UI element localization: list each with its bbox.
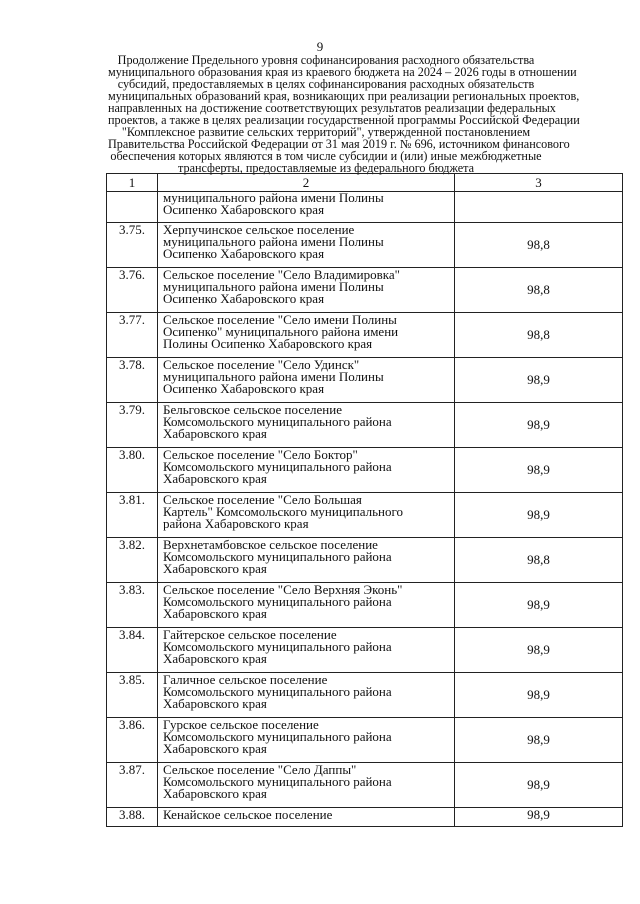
settlement-name-line: Комсомольского муниципального района: [163, 639, 392, 654]
table-row: [107, 673, 623, 718]
table-row: [107, 583, 623, 628]
row-number: 3.75.: [107, 223, 158, 268]
settlement-name: [158, 448, 455, 493]
row-number: 3.83.: [107, 583, 158, 628]
settlement-name: [158, 673, 455, 718]
heading-line: трансферты, предоставляемые из федерального бюджета: [178, 161, 474, 175]
row-number: 3.79.: [107, 403, 158, 448]
settlement-name-line: Сельское поселение "Село имени Полины: [163, 312, 397, 327]
row-number: 3.76.: [107, 268, 158, 313]
table-row: [107, 808, 623, 827]
settlement-name-line: района Хабаровского края: [163, 516, 309, 531]
cofinancing-level: 98,9: [455, 493, 623, 538]
settlement-name-line: Комсомольского муниципального района: [163, 549, 392, 564]
heading-line: Продолжение Предельного уровня софинансирования расходного обязательства: [117, 53, 535, 67]
settlement-name-line: Херпучинское сельское поселение: [163, 222, 355, 237]
cofinancing-level: [455, 192, 623, 223]
table-row: [107, 718, 623, 763]
table-row: [107, 493, 623, 538]
table-row: [107, 628, 623, 673]
row-number: 3.85.: [107, 673, 158, 718]
settlement-name-line: Сельское поселение "Село Удинск": [163, 357, 360, 372]
table-row: [107, 313, 623, 358]
settlement-name-line: Осипенко Хабаровского края: [163, 291, 325, 306]
heading-line: субсидий, предоставляемых в целях софинансирования расходных обязательств: [117, 77, 535, 91]
settlement-name-line: Хабаровского края: [163, 696, 267, 711]
settlement-name: [158, 358, 455, 403]
cofinancing-level: 98,9: [455, 628, 623, 673]
settlement-name-line: Сельское поселение "Село Даппы": [163, 762, 357, 777]
table-row: [107, 268, 623, 313]
settlement-name: [158, 493, 455, 538]
settlement-name-line: Сельское поселение "Село Верхняя Эконь": [163, 582, 403, 597]
cofinancing-level: 98,9: [455, 763, 623, 808]
table-header-row: [107, 174, 623, 192]
row-number: 3.78.: [107, 358, 158, 403]
row-number: 3.80.: [107, 448, 158, 493]
settlement-name: [158, 718, 455, 763]
settlement-name: [158, 583, 455, 628]
row-number: 3.88.: [107, 808, 158, 827]
settlement-name: [158, 808, 455, 827]
cofinancing-level: 98,9: [455, 808, 623, 827]
settlement-name: [158, 268, 455, 313]
settlement-name-line: Верхнетамбовское сельское поселение: [163, 537, 378, 552]
settlement-name: [158, 763, 455, 808]
limit-table: [106, 173, 623, 827]
settlement-name-line: Картель" Комсомольского муниципального: [163, 504, 403, 519]
row-number: [107, 192, 158, 223]
settlement-name: [158, 223, 455, 268]
settlement-name-line: Гурское сельское поселение: [163, 717, 319, 732]
settlement-name: [158, 313, 455, 358]
table-row: [107, 448, 623, 493]
heading-line: направленных на достижение соответствующих результатов реализации федеральных: [108, 101, 556, 115]
settlement-name-line: Бельговское сельское поселение: [163, 402, 342, 417]
settlement-name-line: Гайтерское сельское поселение: [163, 627, 337, 642]
heading-line: муниципального образования края из краевого бюджета на 2024 – 2026 годы в отношении: [108, 65, 577, 79]
settlement-name-line: Комсомольского муниципального района: [163, 774, 392, 789]
row-number: 3.81.: [107, 493, 158, 538]
cofinancing-level: 98,8: [455, 223, 623, 268]
table-row: [107, 223, 623, 268]
settlement-name-line: муниципального района имени Полины: [163, 234, 384, 249]
settlement-name-line: Хабаровского края: [163, 786, 267, 801]
heading-line: "Комплексное развитие сельских территорий", утвержденной постановлением: [121, 125, 531, 139]
heading-line: проектов, а также в целях реализации государственной программы Российской Федерации: [108, 113, 580, 127]
settlement-name-line: Комсомольского муниципального района: [163, 729, 392, 744]
cofinancing-level: 98,8: [455, 313, 623, 358]
settlement-name-line: Сельское поселение "Село Боктор": [163, 447, 358, 462]
settlement-name-line: муниципального района имени Полины: [163, 279, 384, 294]
heading-line: муниципальных образований края, возникающих при реализации региональных проектов,: [108, 89, 580, 103]
cofinancing-level: 98,9: [455, 448, 623, 493]
row-number: 3.87.: [107, 763, 158, 808]
settlement-name-line: Осипенко Хабаровского края: [163, 381, 325, 396]
heading-line: обеспечения которых являются в том числе субсидии и (или) иные межбюджетные: [110, 149, 542, 163]
row-number: 3.84.: [107, 628, 158, 673]
cofinancing-level: 98,9: [455, 583, 623, 628]
settlement-name-line: Комсомольского муниципального района: [163, 594, 392, 609]
settlement-name: [158, 538, 455, 583]
settlement-name-line: Хабаровского края: [163, 471, 267, 486]
cofinancing-level: 98,8: [455, 268, 623, 313]
table-row: [107, 763, 623, 808]
table-row: [107, 403, 623, 448]
settlement-name-line: Осипенко Хабаровского края: [163, 246, 325, 261]
settlement-name-line: Хабаровского края: [163, 741, 267, 756]
page-number: 9: [316, 39, 324, 54]
settlement-name-line: муниципального района имени Полины: [163, 191, 384, 205]
settlement-name-line: Сельское поселение "Село Большая: [163, 492, 362, 507]
table-row: [107, 192, 623, 223]
settlement-name-line: Хабаровского края: [163, 651, 267, 666]
heading-line: Правительства Российской Федерации от 31 мая 2019 г. № 696, источником финансового: [108, 137, 570, 151]
settlement-name-line: Комсомольского муниципального района: [163, 684, 392, 699]
document-heading: [108, 53, 580, 175]
settlement-name: [158, 628, 455, 673]
settlement-name-line: Галичное сельское поселение: [163, 672, 328, 687]
settlement-name-line: Сельское поселение "Село Владимировка": [163, 267, 400, 282]
settlement-name-line: Осипенко Хабаровского края: [163, 202, 325, 217]
cofinancing-level: 98,9: [455, 358, 623, 403]
settlement-name-line: Полины Осипенко Хабаровского края: [163, 336, 373, 351]
settlement-name-line: Осипенко" муниципального района имени: [163, 324, 399, 339]
settlement-name-line: Комсомольского муниципального района: [163, 414, 392, 429]
cofinancing-level: 98,9: [455, 673, 623, 718]
settlement-name-line: Хабаровского края: [163, 561, 267, 576]
column-header-3: 3: [455, 174, 623, 192]
row-number: 3.86.: [107, 718, 158, 763]
column-header-2: 2: [158, 174, 455, 192]
settlement-name: [158, 403, 455, 448]
settlement-name: [158, 192, 455, 223]
row-number: 3.82.: [107, 538, 158, 583]
row-number: 3.77.: [107, 313, 158, 358]
cofinancing-level: 98,8: [455, 538, 623, 583]
table-row: [107, 538, 623, 583]
cofinancing-level: 98,9: [455, 718, 623, 763]
cofinancing-level: 98,9: [455, 403, 623, 448]
settlement-name-line: Кенайское сельское поселение: [163, 807, 333, 822]
settlement-name-line: муниципального района имени Полины: [163, 369, 384, 384]
column-header-1: 1: [107, 174, 158, 192]
table-row: [107, 358, 623, 403]
settlement-name-line: Хабаровского края: [163, 426, 267, 441]
settlement-name-line: Комсомольского муниципального района: [163, 459, 392, 474]
settlement-name-line: Хабаровского края: [163, 606, 267, 621]
